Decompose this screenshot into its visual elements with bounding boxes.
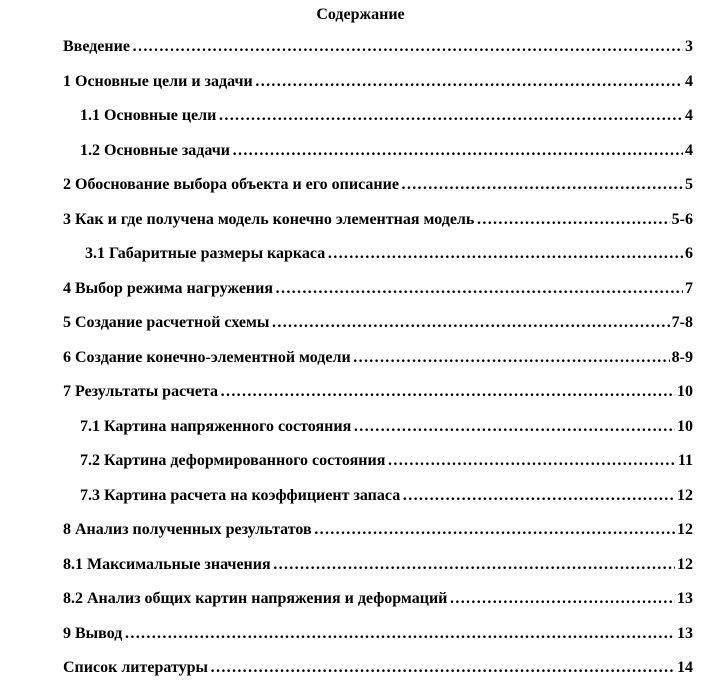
toc-title: Содержание [316, 6, 405, 23]
dot-leader [387, 452, 676, 470]
dot-leader [132, 38, 683, 56]
toc-entry[interactable] [63, 211, 693, 246]
toc-entry-label: Введение [63, 38, 130, 55]
toc-entry-page: 12 [677, 486, 693, 504]
toc-entry[interactable] [63, 349, 693, 384]
toc-entry-label: 1 Основные цели и задачи [63, 72, 253, 90]
dot-leader [402, 487, 675, 505]
toc-entry-label: 7.2 Картина деформированного состояния [80, 452, 386, 469]
dot-leader [449, 590, 675, 608]
toc-entry-label: 8.2 Анализ общих картин напряжения и деформаций [63, 590, 448, 607]
toc-entry-page: 10 [677, 383, 693, 400]
toc-entry-page: 3 [685, 38, 693, 55]
dot-leader [210, 659, 675, 677]
toc-entry[interactable] [63, 659, 693, 694]
toc-entry-page: 4 [685, 72, 693, 90]
toc-entry-page: 11 [677, 452, 693, 469]
toc-entry[interactable] [63, 590, 693, 625]
toc-entry[interactable] [63, 142, 693, 177]
toc-entry-page: 7 [685, 279, 693, 297]
toc-entry[interactable] [63, 245, 693, 280]
toc-entry-label: 3 Как и где получена модель конечно элементная модель [63, 210, 475, 228]
toc-entry-page: 8-9 [671, 348, 693, 366]
toc-entry[interactable] [63, 383, 693, 418]
toc-entry-page: 5 [685, 176, 693, 193]
toc-entry-label: 8.1 Максимальные значения [63, 555, 271, 573]
toc-entry-page: 7-8 [671, 314, 693, 331]
dot-leader [124, 625, 675, 643]
toc-entry-label: 9 Вывод [63, 624, 123, 642]
toc-entry[interactable] [63, 107, 693, 142]
toc-entry-page: 14 [677, 659, 693, 676]
dot-leader [220, 383, 675, 401]
toc-entry-page: 10 [677, 417, 693, 435]
toc-entry[interactable] [63, 625, 693, 660]
dot-leader [232, 142, 683, 160]
toc-entry-label: 4 Выбор режима нагружения [63, 279, 274, 297]
toc-entry-label: 2 Обоснование выбора объекта и его описание [63, 176, 399, 193]
toc-entry-label: 1.2 Основные задачи [80, 141, 230, 159]
toc-entry-page: 12 [677, 555, 693, 573]
dot-leader [353, 418, 675, 436]
toc-entry-page: 4 [685, 141, 693, 159]
dot-leader [218, 107, 683, 125]
toc-entry-page: 13 [677, 624, 693, 642]
toc-entry[interactable] [63, 556, 693, 591]
toc-entry-page: 12 [677, 521, 693, 538]
toc-entry[interactable] [63, 73, 693, 108]
toc-entry[interactable] [63, 280, 693, 315]
table-of-contents [63, 38, 693, 694]
toc-entry[interactable] [63, 314, 693, 349]
toc-entry[interactable] [63, 521, 693, 556]
toc-entry-label: 5 Создание расчетной схемы [63, 314, 270, 331]
dot-leader [275, 280, 683, 298]
toc-entry[interactable] [63, 38, 693, 73]
toc-entry-label: 1.1 Основные цели [80, 107, 217, 124]
dot-leader [353, 349, 670, 367]
toc-entry[interactable] [63, 487, 693, 522]
toc-entry[interactable] [63, 176, 693, 211]
dot-leader [271, 314, 669, 332]
toc-entry[interactable] [63, 418, 693, 453]
dot-leader [476, 211, 669, 229]
toc-entry-label: 3.1 Габаритные размеры каркаса [85, 245, 326, 262]
toc-entry-page: 4 [685, 107, 693, 124]
dot-leader [255, 73, 683, 91]
toc-entry[interactable] [63, 452, 693, 487]
toc-entry-label: 7.3 Картина расчета на коэффициент запаса [80, 486, 401, 504]
toc-entry-label: Список литературы [63, 659, 208, 676]
dot-leader [327, 245, 683, 263]
dot-leader [273, 556, 675, 574]
toc-entry-label: 7.1 Картина напряженного состояния [80, 417, 352, 435]
toc-entry-page: 6 [685, 245, 693, 262]
toc-entry-label: 6 Создание конечно-элементной модели [63, 348, 351, 366]
toc-entry-label: 8 Анализ полученных результатов [63, 521, 312, 538]
dot-leader [401, 176, 683, 194]
toc-entry-page: 13 [677, 590, 693, 607]
toc-entry-label: 7 Результаты расчета [63, 383, 219, 400]
dot-leader [314, 521, 675, 539]
toc-entry-page: 5-6 [671, 210, 693, 228]
